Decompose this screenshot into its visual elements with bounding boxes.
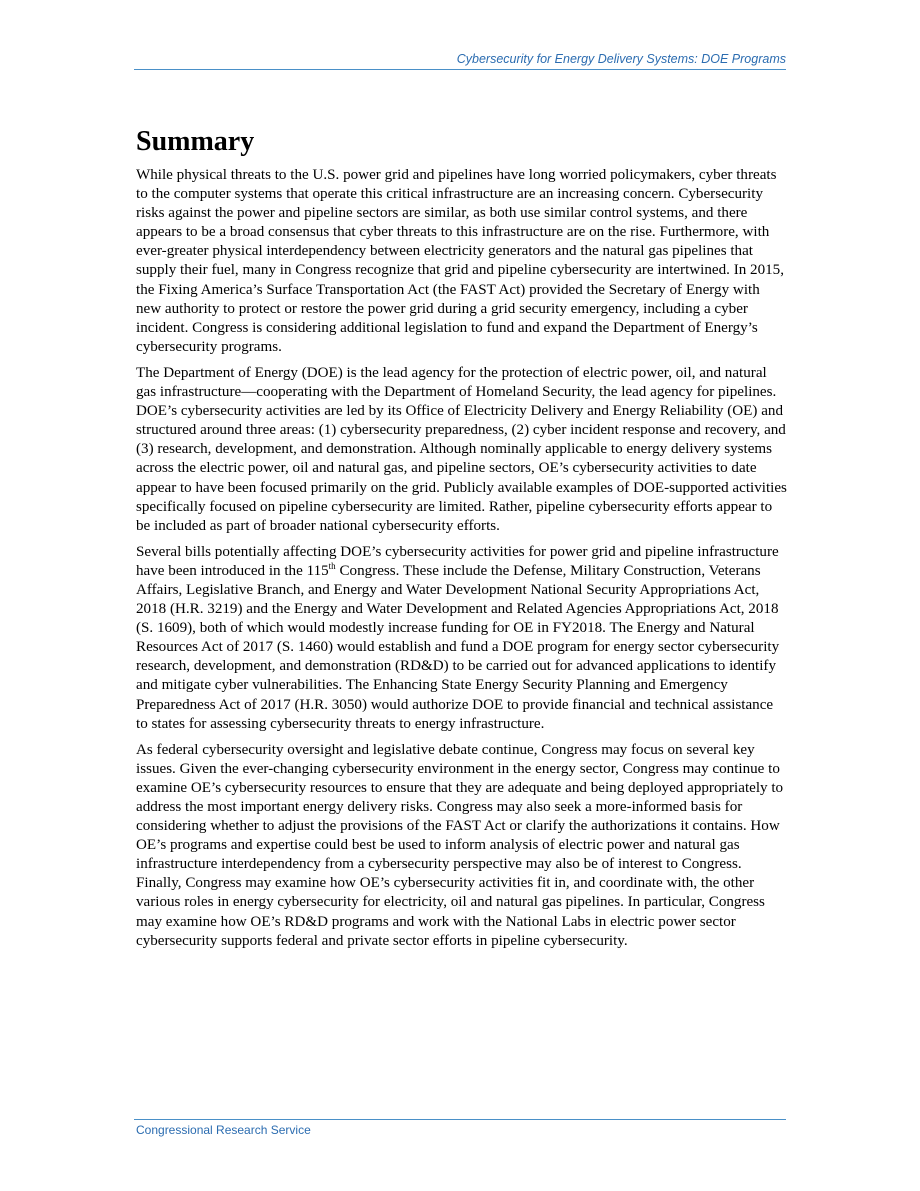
header-rule — [134, 69, 786, 70]
summary-section — [136, 124, 788, 958]
summary-paragraph-4: As federal cybersecurity oversight and legislative debate continue, Congress may focus on several key issues. Given the ever-changing cybersecurity environment in the energy sector, Congress may continue to examine OE’s cybersecurity resources to ensure that they are adequate and being deployed appropriately to address the most important energy delivery risks. Congress may also seek a more-informed basis for considering whether to adjust the provisions of the FAST Act or clarify the authorizations it contains. How OE’s programs and expertise could best be used to inform analysis of electric power and natural gas infrastructure interdependency from a cybersecurity perspective may also be of interest to Congress. Finally, Congress may examine how OE’s cybersecurity activities fit in, and coordinate with, the other various roles in energy cybersecurity for electricity, oil and natural gas pipelines. In particular, Congress may examine how OE’s RD&D programs and work with the National Labs in electric power sector cybersecurity supports federal and private sector efforts in pipeline cybersecurity. — [136, 741, 784, 949]
footer-organization: Congressional Research Service — [136, 1123, 311, 1137]
section-heading: Summary — [136, 126, 255, 157]
ordinal-superscript: th — [328, 560, 336, 571]
running-header: Cybersecurity for Energy Delivery Systems: DOE Programs — [456, 52, 786, 66]
footer-rule — [134, 1119, 786, 1120]
summary-paragraph-3 — [136, 543, 788, 734]
summary-paragraph-2: The Department of Energy (DOE) is the lead agency for the protection of electric power, oil, and natural gas infrastructure—cooperating with the Department of Homeland Security, the lead agency for pipelines. DOE’s cybersecurity activities are led by its Office of Electricity Delivery and Energy Reliability (OE) and structured around three areas: (1) cybersecurity preparedness, (2) cyber incident response and recovery, and (3) research, development, and demonstration. Although nominally applicable to energy delivery systems across the electric power, oil and natural gas, and pipeline sectors, OE’s cybersecurity activities to date appear to have been focused primarily on the grid. Publicly available examples of DOE-supported activities specifically focused on pipeline cybersecurity are limited. Rather, pipeline cybersecurity efforts appear to be included as part of broader national cybersecurity efforts. — [136, 364, 787, 534]
summary-paragraph-1: While physical threats to the U.S. power grid and pipelines have long worried policymakers, cyber threats to the computer systems that operate this critical infrastructure are an increasing concern. Cybersecurity risks against the power and pipeline sectors are similar, as both use similar control systems, and there appears to be a broad consensus that cyber threats to this infrastructure are on the rise. Furthermore, with ever-greater physical interdependency between electricity generators and the natural gas pipelines that supply their fuel, many in Congress recognize that grid and pipeline cybersecurity are intertwined. In 2015, the Fixing America’s Surface Transportation Act (the FAST Act) provided the Secretary of Energy with new authority to protect or restore the power grid during a grid security emergency, including a cyber incident. Congress is considering additional legislation to fund and expand the Department of Energy’s cybersecurity programs. — [136, 167, 784, 355]
paragraph-3-text-start: Several bills potentially affecting DOE’s cybersecurity activities for power grid and pipeline infrastructure have been introduced in the 115 — [136, 543, 779, 579]
paragraph-3-text-end: Congress. These include the Defense, Military Construction, Veterans Affairs, Legislative Branch, and Energy and Water Development National Security Appropriations Act, 2018 (H.R. 3219) and the Energy and Water Development and Related Agencies Appropriations Act, 2018 (S. 1609), both of which would modestly increase funding for OE in FY2018. The Energy and Natural Resources Act of 2017 (S. 1460) would establish and fund a DOE program for energy sector cybersecurity research, development, and demonstration (RD&D) to be carried out for advanced applications to identify and mitigate cyber vulnerabilities. The Enhancing State Energy Security Planning and Emergency Preparedness Act of 2017 (H.R. 3050) would authorize DOE to provide financial and technical assistance to states for assessing cybersecurity threats to energy infrastructure. — [136, 562, 780, 732]
